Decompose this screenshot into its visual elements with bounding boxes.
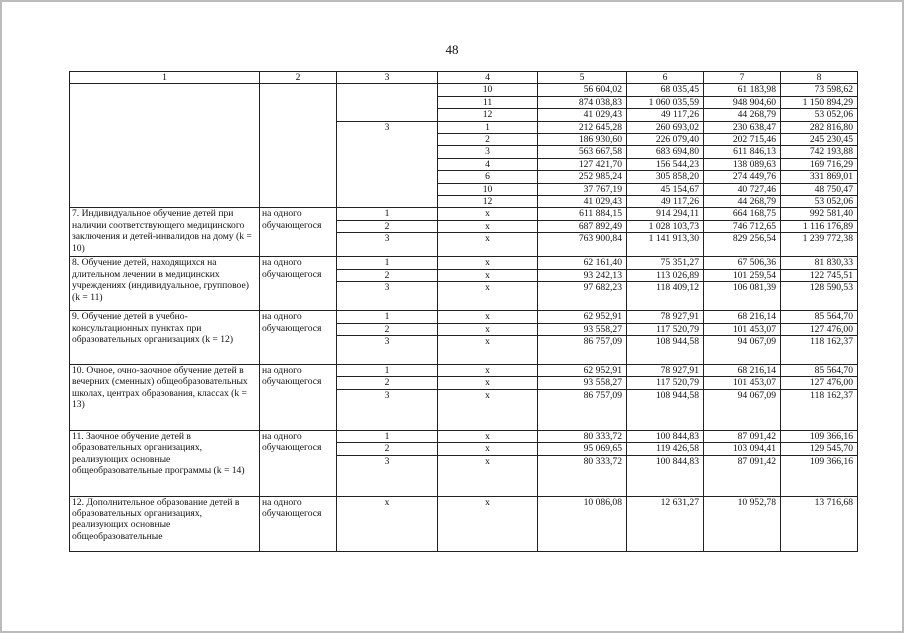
- table-row: [70, 430, 858, 442]
- value-cell: 13 716,68: [781, 496, 858, 551]
- table-row: [70, 257, 858, 269]
- value-cell: 226 079,40: [627, 134, 704, 146]
- value-cell: 68 216,14: [704, 364, 781, 376]
- unit-cell: на одного обучающегося: [260, 364, 337, 430]
- value-cell: 746 712,65: [704, 220, 781, 232]
- value-cell: 687 892,49: [538, 220, 627, 232]
- section-title: 8. Обучение детей, находящихся на длительном лечении в медицинских учреждениях (индивидуальное, групповое) (k = 11): [70, 257, 260, 311]
- section-title: 11. Заочное обучение детей в образовательных организациях, реализующих основные общеобразовательные программы (k = 14): [70, 430, 260, 496]
- value-cell: 93 558,27: [538, 323, 627, 335]
- value-cell: 68 035,45: [627, 84, 704, 96]
- value-cell: 93 242,13: [538, 269, 627, 281]
- table-row: [70, 208, 858, 220]
- value-cell: 101 259,54: [704, 269, 781, 281]
- value-cell: 2: [438, 134, 538, 146]
- value-cell: 53 052,06: [781, 196, 858, 208]
- value-cell: 73 598,62: [781, 84, 858, 96]
- value-cell: 81 830,33: [781, 257, 858, 269]
- table-header: [70, 72, 858, 84]
- table-body: [70, 84, 858, 551]
- value-cell: 2: [337, 269, 438, 281]
- value-cell: 44 268,79: [704, 109, 781, 121]
- value-cell: х: [438, 323, 538, 335]
- page-number: 48: [445, 42, 459, 57]
- value-cell: 127 421,70: [538, 158, 627, 170]
- value-cell: 1: [337, 364, 438, 376]
- continued-title-cell: [70, 84, 260, 208]
- value-cell: х: [337, 496, 438, 551]
- value-cell: 1: [438, 121, 538, 133]
- value-cell: 3: [337, 455, 438, 496]
- value-cell: 3: [337, 389, 438, 430]
- value-cell: 874 038,83: [538, 96, 627, 108]
- section-title: 7. Индивидуальное обучение детей при наличии соответствующего медицинского заключения и детей-инвалидов на дому (k = 10): [70, 208, 260, 257]
- value-cell: 10: [438, 84, 538, 96]
- value-cell: 62 952,91: [538, 311, 627, 323]
- value-cell: 87 091,42: [704, 430, 781, 442]
- unit-cell: на одного обучающегося: [260, 430, 337, 496]
- value-cell: 128 590,53: [781, 282, 858, 311]
- value-cell: х: [438, 257, 538, 269]
- value-cell: 1 116 176,89: [781, 220, 858, 232]
- value-cell: 101 453,07: [704, 377, 781, 389]
- table-row: [70, 364, 858, 376]
- header-cell: 1: [70, 72, 260, 84]
- value-cell: 108 944,58: [627, 335, 704, 364]
- value-cell: 3: [337, 282, 438, 311]
- value-cell: 86 757,09: [538, 335, 627, 364]
- value-cell: 12: [438, 196, 538, 208]
- value-cell: 611 884,15: [538, 208, 627, 220]
- value-cell: 1 141 913,30: [627, 233, 704, 257]
- value-cell: 80 333,72: [538, 430, 627, 442]
- value-cell: 611 846,13: [704, 146, 781, 158]
- table-row: [70, 84, 858, 96]
- value-cell: 156 544,23: [627, 158, 704, 170]
- value-cell: 118 162,37: [781, 335, 858, 364]
- value-cell: 1 060 035,59: [627, 96, 704, 108]
- value-cell: 10 086,08: [538, 496, 627, 551]
- value-cell: 62 952,91: [538, 364, 627, 376]
- value-cell: 10: [438, 183, 538, 195]
- value-cell: 101 453,07: [704, 323, 781, 335]
- value-cell: 1: [337, 430, 438, 442]
- value-cell: 11: [438, 96, 538, 108]
- value-cell: 118 162,37: [781, 389, 858, 430]
- value-cell: 97 682,23: [538, 282, 627, 311]
- value-cell: 53 052,06: [781, 109, 858, 121]
- value-cell: х: [438, 443, 538, 455]
- value-cell: 85 564,70: [781, 311, 858, 323]
- value-cell: 186 930,60: [538, 134, 627, 146]
- value-cell: х: [438, 455, 538, 496]
- value-cell: 10 952,78: [704, 496, 781, 551]
- value-cell: 94 067,09: [704, 335, 781, 364]
- value-cell: 119 426,58: [627, 443, 704, 455]
- value-cell: 86 757,09: [538, 389, 627, 430]
- value-cell: 3: [337, 335, 438, 364]
- value-cell: 992 581,40: [781, 208, 858, 220]
- value-cell: 664 168,75: [704, 208, 781, 220]
- value-cell: 683 694,80: [627, 146, 704, 158]
- value-cell: 252 985,24: [538, 171, 627, 183]
- unit-cell: на одного обучающегося: [260, 311, 337, 365]
- section-title: 9. Обучение детей в учебно-консультационных пунктах при образовательных организациях (k = 12): [70, 311, 260, 365]
- table-row: [70, 311, 858, 323]
- value-cell: 56 604,02: [538, 84, 627, 96]
- value-cell: 274 449,76: [704, 171, 781, 183]
- value-cell: 68 216,14: [704, 311, 781, 323]
- value-cell: 109 366,16: [781, 455, 858, 496]
- value-cell: 742 193,88: [781, 146, 858, 158]
- value-cell: 12: [438, 109, 538, 121]
- value-cell: 1 150 894,29: [781, 96, 858, 108]
- value-cell: 202 715,46: [704, 134, 781, 146]
- value-cell: х: [438, 496, 538, 551]
- value-cell: 138 089,63: [704, 158, 781, 170]
- header-cell: 7: [704, 72, 781, 84]
- value-cell: х: [438, 377, 538, 389]
- value-cell: х: [438, 311, 538, 323]
- value-cell: 763 900,84: [538, 233, 627, 257]
- value-cell: 2: [337, 443, 438, 455]
- group-cell: 3: [337, 121, 438, 208]
- section-title: 12. Дополнительное образование детей в образовательных организациях, реализующих основные общеобразовательные: [70, 496, 260, 551]
- value-cell: 2: [337, 220, 438, 232]
- value-cell: 1 239 772,38: [781, 233, 858, 257]
- value-cell: 93 558,27: [538, 377, 627, 389]
- continued-unit-cell: [260, 84, 337, 208]
- value-cell: 78 927,91: [627, 364, 704, 376]
- header-cell: 4: [438, 72, 538, 84]
- header-cell: 3: [337, 72, 438, 84]
- value-cell: 41 029,43: [538, 109, 627, 121]
- value-cell: 914 294,11: [627, 208, 704, 220]
- value-cell: х: [438, 430, 538, 442]
- value-cell: 1: [337, 311, 438, 323]
- value-cell: х: [438, 335, 538, 364]
- value-cell: 3: [438, 146, 538, 158]
- header-cell: 2: [260, 72, 337, 84]
- value-cell: 103 094,41: [704, 443, 781, 455]
- value-cell: 95 069,65: [538, 443, 627, 455]
- value-cell: х: [438, 220, 538, 232]
- group-cell: [337, 84, 438, 121]
- value-cell: 44 268,79: [704, 196, 781, 208]
- value-cell: 75 351,27: [627, 257, 704, 269]
- value-cell: 6: [438, 171, 538, 183]
- value-cell: 94 067,09: [704, 389, 781, 430]
- value-cell: 129 545,70: [781, 443, 858, 455]
- value-cell: х: [438, 208, 538, 220]
- value-cell: х: [438, 269, 538, 281]
- value-cell: 108 944,58: [627, 389, 704, 430]
- value-cell: 113 026,89: [627, 269, 704, 281]
- value-cell: 118 409,12: [627, 282, 704, 311]
- value-cell: 100 844,83: [627, 430, 704, 442]
- value-cell: 1: [337, 257, 438, 269]
- value-cell: 169 716,29: [781, 158, 858, 170]
- value-cell: 230 638,47: [704, 121, 781, 133]
- value-cell: 67 506,36: [704, 257, 781, 269]
- header-cell: 6: [627, 72, 704, 84]
- header-row: [70, 72, 858, 84]
- table-row: [70, 496, 858, 551]
- value-cell: 127 476,00: [781, 323, 858, 335]
- value-cell: 305 858,20: [627, 171, 704, 183]
- value-cell: 331 869,01: [781, 171, 858, 183]
- value-cell: 37 767,19: [538, 183, 627, 195]
- section-title: 10. Очное, очно-заочное обучение детей в вечерних (сменных) общеобразовательных школах, центрах образования, классах (k = 13): [70, 364, 260, 430]
- value-cell: 127 476,00: [781, 377, 858, 389]
- value-cell: 2: [337, 377, 438, 389]
- value-cell: 1: [337, 208, 438, 220]
- value-cell: 61 183,98: [704, 84, 781, 96]
- value-cell: 109 366,16: [781, 430, 858, 442]
- document-page: [2, 2, 902, 631]
- value-cell: 260 693,02: [627, 121, 704, 133]
- value-cell: 1 028 103,73: [627, 220, 704, 232]
- tariff-table: [69, 71, 858, 552]
- header-cell: 8: [781, 72, 858, 84]
- value-cell: 40 727,46: [704, 183, 781, 195]
- value-cell: 563 667,58: [538, 146, 627, 158]
- value-cell: 117 520,79: [627, 377, 704, 389]
- value-cell: 212 645,28: [538, 121, 627, 133]
- value-cell: 2: [337, 323, 438, 335]
- value-cell: 100 844,83: [627, 455, 704, 496]
- value-cell: 948 904,60: [704, 96, 781, 108]
- unit-cell: на одного обучающегося: [260, 496, 337, 551]
- value-cell: 282 816,80: [781, 121, 858, 133]
- header-cell: 5: [538, 72, 627, 84]
- value-cell: 245 230,45: [781, 134, 858, 146]
- unit-cell: на одного обучающегося: [260, 208, 337, 257]
- value-cell: 49 117,26: [627, 109, 704, 121]
- unit-cell: на одного обучающегося: [260, 257, 337, 311]
- value-cell: х: [438, 364, 538, 376]
- value-cell: х: [438, 233, 538, 257]
- value-cell: 106 081,39: [704, 282, 781, 311]
- value-cell: 87 091,42: [704, 455, 781, 496]
- value-cell: 45 154,67: [627, 183, 704, 195]
- value-cell: 3: [337, 233, 438, 257]
- value-cell: 12 631,27: [627, 496, 704, 551]
- value-cell: 62 161,40: [538, 257, 627, 269]
- value-cell: 117 520,79: [627, 323, 704, 335]
- value-cell: 829 256,54: [704, 233, 781, 257]
- value-cell: 78 927,91: [627, 311, 704, 323]
- value-cell: 49 117,26: [627, 196, 704, 208]
- value-cell: х: [438, 389, 538, 430]
- value-cell: 48 750,47: [781, 183, 858, 195]
- value-cell: 80 333,72: [538, 455, 627, 496]
- value-cell: х: [438, 282, 538, 311]
- value-cell: 85 564,70: [781, 364, 858, 376]
- value-cell: 122 745,51: [781, 269, 858, 281]
- value-cell: 4: [438, 158, 538, 170]
- value-cell: 41 029,43: [538, 196, 627, 208]
